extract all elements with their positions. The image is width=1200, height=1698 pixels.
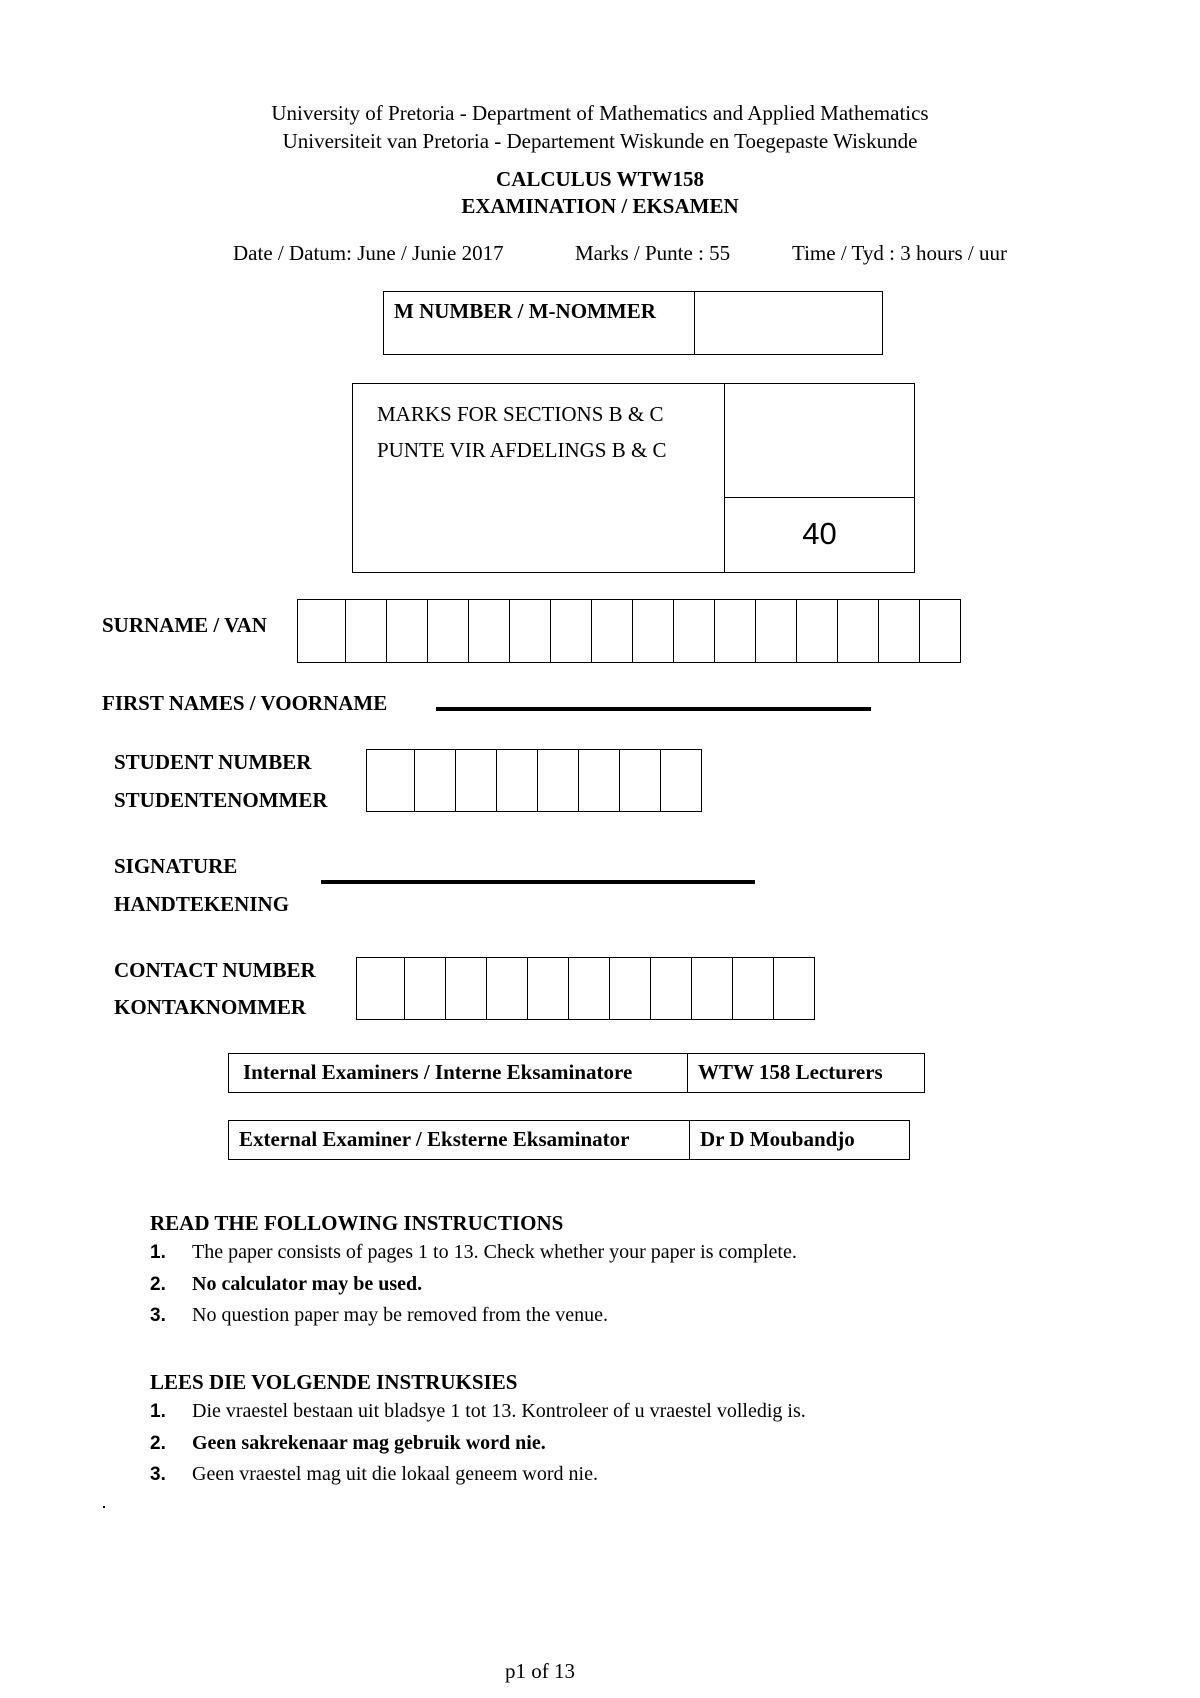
list-item-number: 1. (150, 1401, 166, 1422)
character-box[interactable] (551, 599, 592, 663)
character-box[interactable] (610, 957, 651, 1020)
first-names-label: FIRST NAMES / VOORNAME (102, 691, 388, 715)
internal-examiners-label: Internal Examiners / Interne Eksaminatore (243, 1060, 633, 1084)
character-box[interactable] (879, 599, 920, 663)
exam-date: Date / Datum: June / Junie 2017 (233, 241, 504, 265)
character-box[interactable] (497, 749, 538, 812)
surname-label: SURNAME / VAN (102, 613, 267, 637)
stray-mark (103, 1506, 105, 1508)
instructions-heading-en: READ THE FOLLOWING INSTRUCTIONS (150, 1211, 564, 1235)
character-box[interactable] (592, 599, 633, 663)
page-number: p1 of 13 (505, 1659, 575, 1683)
contact-number-label-af: KONTAKNOMMER (114, 995, 307, 1019)
character-box[interactable] (346, 599, 387, 663)
character-box[interactable] (428, 599, 469, 663)
character-box[interactable] (357, 957, 405, 1020)
character-box[interactable] (715, 599, 756, 663)
list-item-number: 2. (150, 1273, 166, 1295)
character-box[interactable] (487, 957, 528, 1020)
external-examiner-label: External Examiner / Eksterne Eksaminator (239, 1127, 630, 1151)
list-item (150, 1459, 806, 1491)
list-item (150, 1396, 806, 1428)
instructions-list-en (150, 1237, 797, 1332)
signature-line[interactable] (321, 880, 755, 884)
signature-label: SIGNATURE (114, 854, 238, 878)
character-box[interactable] (838, 599, 879, 663)
character-box[interactable] (298, 599, 346, 663)
signature-label-af: HANDTEKENING (114, 892, 290, 916)
m-number-label: M NUMBER / M-NOMMER (384, 292, 695, 354)
external-examiner-value: Dr D Moubandjo (689, 1121, 909, 1159)
character-box[interactable] (415, 749, 456, 812)
marks-box (352, 383, 915, 573)
university-name-af: Universiteit van Pretoria - Departement Wiskunde en Toegepaste Wiskunde (282, 129, 918, 153)
exam-title: EXAMINATION / EKSAMEN (461, 194, 739, 218)
character-box[interactable] (651, 957, 692, 1020)
character-box[interactable] (510, 599, 551, 663)
m-number-box (383, 291, 883, 355)
list-item-number: 2. (150, 1432, 166, 1454)
exam-time: Time / Tyd : 3 hours / uur (792, 241, 1007, 265)
first-names-line[interactable] (436, 707, 871, 711)
character-box[interactable] (661, 749, 702, 812)
list-item (150, 1237, 797, 1269)
character-box[interactable] (692, 957, 733, 1020)
list-item-text: Geen vraestel mag uit die lokaal geneem word nie. (192, 1463, 598, 1485)
marks-label (353, 384, 725, 572)
character-box[interactable] (469, 599, 510, 663)
external-examiner-table (228, 1120, 910, 1160)
list-item-text: Die vraestel bestaan uit bladsye 1 tot 13. Kontroleer of u vraestel volledig is. (192, 1400, 806, 1422)
marks-label-en: MARKS FOR SECTIONS B & C (377, 402, 664, 426)
marks-score-input[interactable] (725, 384, 914, 498)
list-item (150, 1269, 797, 1301)
character-box[interactable] (446, 957, 487, 1020)
course-title: CALCULUS WTW158 (496, 167, 704, 191)
list-item (150, 1300, 797, 1332)
contact-number-input[interactable] (356, 957, 815, 1020)
list-item-number: 1. (150, 1242, 166, 1263)
character-box[interactable] (387, 599, 428, 663)
m-number-input[interactable] (695, 292, 882, 354)
character-box[interactable] (756, 599, 797, 663)
contact-number-label: CONTACT NUMBER (114, 958, 316, 982)
character-box[interactable] (405, 957, 446, 1020)
character-box[interactable] (367, 749, 415, 812)
list-item-text: No calculator may be used. (192, 1272, 423, 1295)
character-box[interactable] (674, 599, 715, 663)
character-box[interactable] (774, 957, 815, 1020)
internal-examiners-value: WTW 158 Lecturers (687, 1054, 924, 1092)
character-box[interactable] (620, 749, 661, 812)
list-item-text: No question paper may be removed from the venue. (192, 1304, 608, 1326)
marks-label-af: PUNTE VIR AFDELINGS B & C (377, 438, 667, 462)
student-number-input[interactable] (366, 749, 702, 812)
internal-examiners-table (228, 1053, 925, 1093)
university-name-en: University of Pretoria - Department of Mathematics and Applied Mathematics (271, 101, 929, 125)
surname-input[interactable] (297, 599, 961, 663)
character-box[interactable] (633, 599, 674, 663)
character-box[interactable] (579, 749, 620, 812)
character-box[interactable] (733, 957, 774, 1020)
list-item (150, 1428, 806, 1460)
marks-total: 40 (802, 516, 837, 551)
character-box[interactable] (538, 749, 579, 812)
character-box[interactable] (569, 957, 610, 1020)
list-item-text: The paper consists of pages 1 to 13. Check whether your paper is complete. (192, 1241, 797, 1263)
instructions-heading-af: LEES DIE VOLGENDE INSTRUKSIES (150, 1370, 518, 1394)
character-box[interactable] (920, 599, 961, 663)
list-item-number: 3. (150, 1305, 166, 1326)
list-item-text: Geen sakrekenaar mag gebruik word nie. (192, 1431, 546, 1454)
student-number-label: STUDENT NUMBER (114, 750, 312, 774)
character-box[interactable] (456, 749, 497, 812)
exam-marks: Marks / Punte : 55 (575, 241, 731, 265)
character-box[interactable] (528, 957, 569, 1020)
student-number-label-af: STUDENTENOMMER (114, 788, 328, 812)
instructions-list-af (150, 1396, 806, 1491)
list-item-number: 3. (150, 1464, 166, 1485)
character-box[interactable] (797, 599, 838, 663)
